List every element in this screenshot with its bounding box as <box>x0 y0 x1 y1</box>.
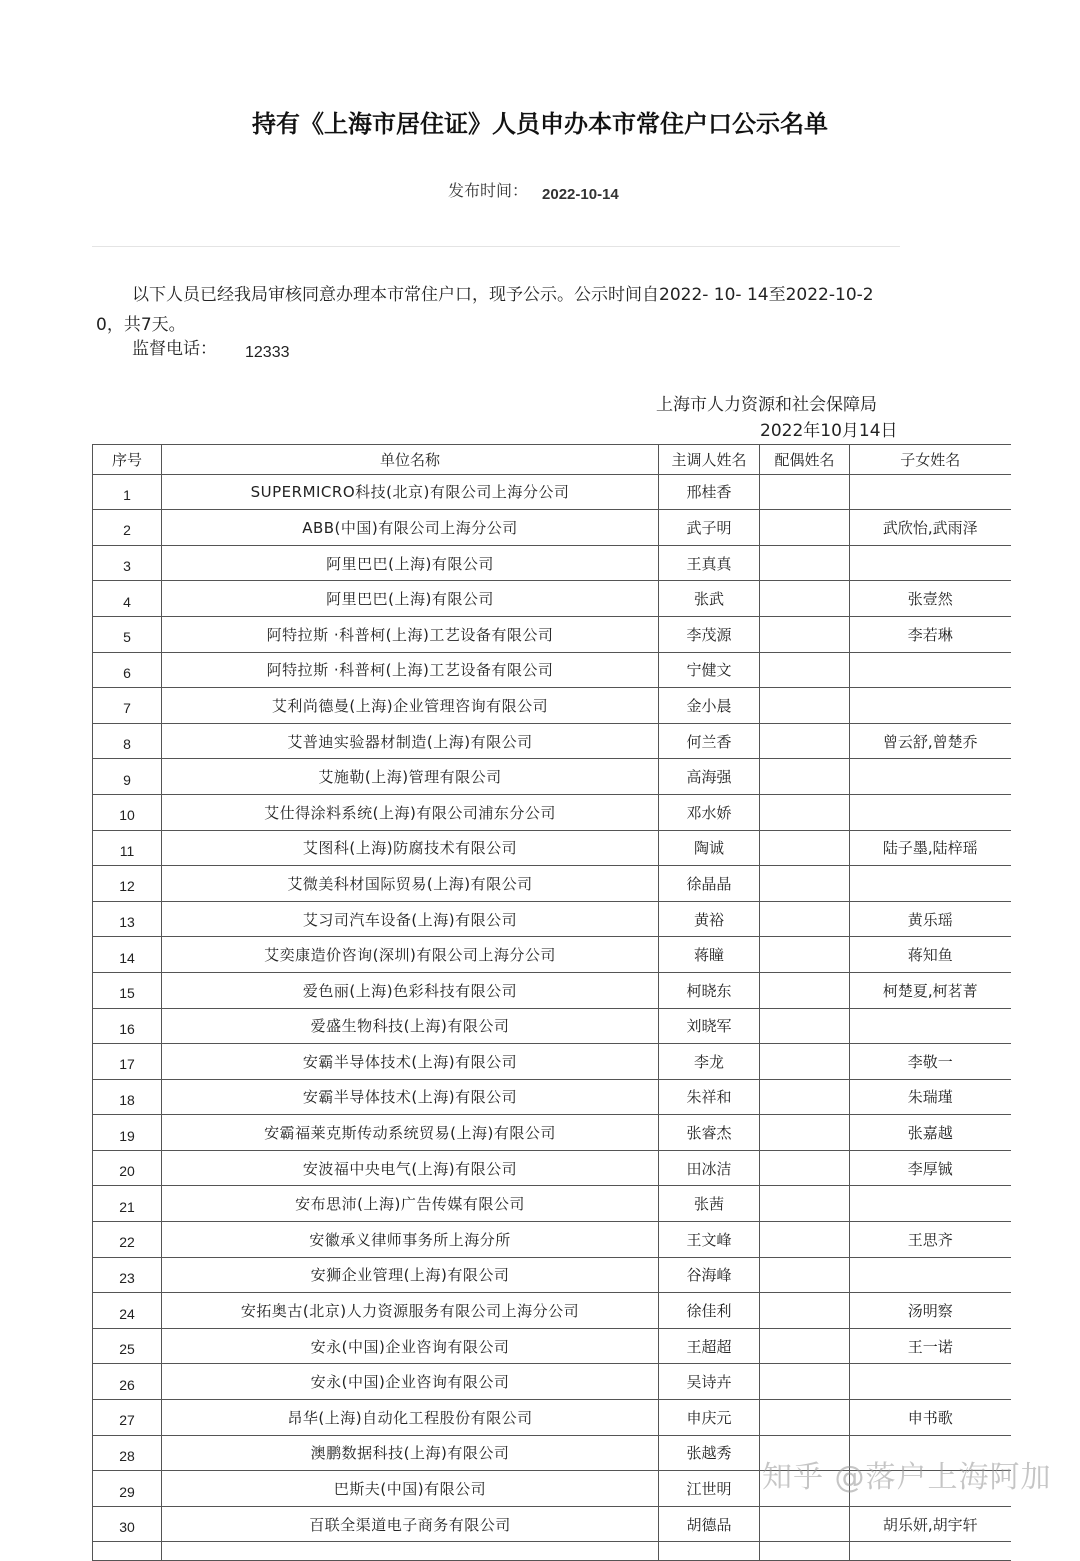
cell-no: 27 <box>93 1400 162 1436</box>
cell-no: 4 <box>93 581 162 617</box>
cell-no: 22 <box>93 1222 162 1258</box>
cell-unit: 安霸半导体技术(上海)有限公司 <box>162 1079 659 1115</box>
issue-date: 2022年10月14日 <box>760 421 898 441</box>
roster-body <box>93 474 1011 1561</box>
cell-children: 汤明察 <box>850 1293 1011 1329</box>
cell-unit: 艾施勒(上海)管理有限公司 <box>162 759 659 795</box>
cell-spouse <box>760 1222 850 1258</box>
cell-no: 6 <box>93 652 162 688</box>
cell-spouse <box>760 937 850 973</box>
cell-spouse <box>760 1186 850 1222</box>
table-row <box>93 1150 1011 1186</box>
cell-unit: SUPERMICRO科技(北京)有限公司上海分公司 <box>162 474 659 510</box>
cell-unit: 安波福中央电气(上海)有限公司 <box>162 1150 659 1186</box>
cell-applicant: 谷海峰 <box>659 1257 760 1293</box>
table-row <box>93 1506 1011 1542</box>
cell-no: 9 <box>93 759 162 795</box>
cell-children <box>850 1364 1011 1400</box>
divider <box>92 246 900 247</box>
cell-spouse <box>760 1008 850 1044</box>
cell-no: 12 <box>93 866 162 902</box>
cell-spouse <box>760 1328 850 1364</box>
cell-applicant: 武子明 <box>659 510 760 546</box>
cell-unit: 安永(中国)企业咨询有限公司 <box>162 1364 659 1400</box>
cell-unit: 艾微美科材国际贸易(上海)有限公司 <box>162 866 659 902</box>
cell-unit: 安霸福莱克斯传动系统贸易(上海)有限公司 <box>162 1115 659 1151</box>
table-row <box>93 759 1011 795</box>
cell-spouse <box>760 759 850 795</box>
cell-no: 28 <box>93 1435 162 1471</box>
cell-no: 8 <box>93 723 162 759</box>
cell-unit: 昂华(上海)自动化工程股份有限公司 <box>162 1400 659 1436</box>
empty-cell <box>93 1542 162 1561</box>
table-row <box>93 1186 1011 1222</box>
cell-children: 王思齐 <box>850 1222 1011 1258</box>
cell-children: 王一诺 <box>850 1328 1011 1364</box>
cell-applicant: 朱祥和 <box>659 1079 760 1115</box>
table-row <box>93 901 1011 937</box>
cell-applicant: 胡德品 <box>659 1506 760 1542</box>
cell-children <box>850 688 1011 724</box>
cell-applicant: 张睿杰 <box>659 1115 760 1151</box>
issuer-name: 上海市人力资源和社会保障局 <box>656 395 877 415</box>
table-row <box>93 616 1011 652</box>
cell-spouse <box>760 474 850 510</box>
cell-applicant: 张越秀 <box>659 1435 760 1471</box>
cell-applicant: 李茂源 <box>659 616 760 652</box>
table-row <box>93 1008 1011 1044</box>
header-spouse: 配偶姓名 <box>760 445 850 475</box>
cell-children <box>850 759 1011 795</box>
cell-unit: 艾习司汽车设备(上海)有限公司 <box>162 901 659 937</box>
cell-spouse <box>760 1079 850 1115</box>
cell-spouse <box>760 1506 850 1542</box>
cell-unit: 阿特拉斯 ·科普柯(上海)工艺设备有限公司 <box>162 616 659 652</box>
cell-children <box>850 1257 1011 1293</box>
page-title: 持有《上海市居住证》人员申办本市常住户口公示名单 <box>252 110 828 138</box>
cell-spouse <box>760 616 850 652</box>
cell-no: 25 <box>93 1328 162 1364</box>
cell-applicant: 宁健文 <box>659 652 760 688</box>
cell-spouse <box>760 1115 850 1151</box>
table-row <box>93 545 1011 581</box>
cell-children: 胡乐妍,胡宇轩 <box>850 1506 1011 1542</box>
cell-spouse <box>760 581 850 617</box>
table-row <box>93 688 1011 724</box>
cell-no: 30 <box>93 1506 162 1542</box>
cell-no: 10 <box>93 794 162 830</box>
cell-children: 李厚铖 <box>850 1150 1011 1186</box>
header-unit: 单位名称 <box>162 445 659 475</box>
cell-applicant: 江世明 <box>659 1471 760 1507</box>
cell-applicant: 黄裕 <box>659 901 760 937</box>
table-row <box>93 1364 1011 1400</box>
cell-children: 武欣怡,武雨泽 <box>850 510 1011 546</box>
cell-unit: 安霸半导体技术(上海)有限公司 <box>162 1044 659 1080</box>
cell-unit: 百联全渠道电子商务有限公司 <box>162 1506 659 1542</box>
table-row <box>93 1257 1011 1293</box>
cell-spouse <box>760 688 850 724</box>
table-row <box>93 652 1011 688</box>
cell-applicant: 柯晓东 <box>659 972 760 1008</box>
cell-unit: 艾图科(上海)防腐技术有限公司 <box>162 830 659 866</box>
table-row <box>93 474 1011 510</box>
cell-children: 申书歌 <box>850 1400 1011 1436</box>
empty-cell <box>162 1542 659 1561</box>
cell-no: 15 <box>93 972 162 1008</box>
table-row <box>93 794 1011 830</box>
cell-children: 曾云舒,曾楚乔 <box>850 723 1011 759</box>
header-children: 子女姓名 <box>850 445 1011 475</box>
cell-applicant: 王文峰 <box>659 1222 760 1258</box>
cell-applicant: 申庆元 <box>659 1400 760 1436</box>
table-row <box>93 1293 1011 1329</box>
watermark-text: 知乎 @落户上海阿加 <box>762 1460 1052 1495</box>
cell-children: 陆子墨,陆梓瑶 <box>850 830 1011 866</box>
cell-unit: 艾普迪实验器材制造(上海)有限公司 <box>162 723 659 759</box>
table-row <box>93 1328 1011 1364</box>
cell-spouse <box>760 652 850 688</box>
cell-unit: 艾利尚德曼(上海)企业管理咨询有限公司 <box>162 688 659 724</box>
empty-cell <box>850 1542 1011 1561</box>
table-row <box>93 510 1011 546</box>
publish-info <box>448 178 619 201</box>
cell-unit: 阿特拉斯 ·科普柯(上海)工艺设备有限公司 <box>162 652 659 688</box>
cell-unit: 艾仕得涂料系统(上海)有限公司浦东分公司 <box>162 794 659 830</box>
table-row <box>93 1044 1011 1080</box>
cell-spouse <box>760 830 850 866</box>
cell-applicant: 徐佳利 <box>659 1293 760 1329</box>
cell-applicant: 张茜 <box>659 1186 760 1222</box>
cell-no: 7 <box>93 688 162 724</box>
cell-applicant: 徐晶晶 <box>659 866 760 902</box>
cell-spouse <box>760 1150 850 1186</box>
cell-no: 23 <box>93 1257 162 1293</box>
cell-unit: 爱盛生物科技(上海)有限公司 <box>162 1008 659 1044</box>
cell-spouse <box>760 972 850 1008</box>
publish-label: 发布时间： <box>448 181 529 200</box>
cell-applicant: 李龙 <box>659 1044 760 1080</box>
cell-no: 21 <box>93 1186 162 1222</box>
table-row <box>93 1115 1011 1151</box>
cell-spouse <box>760 1044 850 1080</box>
table-row <box>93 937 1011 973</box>
phone-number: 12333 <box>245 344 290 361</box>
cell-spouse <box>760 901 850 937</box>
table-row <box>93 581 1011 617</box>
cell-applicant: 张武 <box>659 581 760 617</box>
table-row <box>93 830 1011 866</box>
cell-unit: 安永(中国)企业咨询有限公司 <box>162 1328 659 1364</box>
empty-cell <box>659 1542 760 1561</box>
cell-unit: 爱色丽(上海)色彩科技有限公司 <box>162 972 659 1008</box>
header-no: 序号 <box>93 445 162 475</box>
cell-unit: 巴斯夫(中国)有限公司 <box>162 1471 659 1507</box>
cell-children <box>850 1186 1011 1222</box>
cell-spouse <box>760 510 850 546</box>
cell-unit: 安徽承义律师事务所上海分所 <box>162 1222 659 1258</box>
cell-no: 3 <box>93 545 162 581</box>
cell-unit: 安拓奥古(北京)人力资源服务有限公司上海分公司 <box>162 1293 659 1329</box>
cell-unit: ABB(中国)有限公司上海分公司 <box>162 510 659 546</box>
cell-no: 1 <box>93 474 162 510</box>
cell-spouse <box>760 545 850 581</box>
cell-applicant: 蒋瞳 <box>659 937 760 973</box>
cell-spouse <box>760 866 850 902</box>
cell-unit: 艾奕康造价咨询(深圳)有限公司上海分公司 <box>162 937 659 973</box>
roster-table <box>92 444 1011 1561</box>
table-row <box>93 866 1011 902</box>
cell-no: 16 <box>93 1008 162 1044</box>
cell-applicant: 吴诗卉 <box>659 1364 760 1400</box>
cell-children: 张壹然 <box>850 581 1011 617</box>
cell-no: 13 <box>93 901 162 937</box>
table-header-row <box>93 445 1011 475</box>
cell-spouse <box>760 723 850 759</box>
cell-spouse <box>760 1400 850 1436</box>
cell-children <box>850 794 1011 830</box>
cell-spouse <box>760 1257 850 1293</box>
cell-applicant: 高海强 <box>659 759 760 795</box>
table-row <box>93 972 1011 1008</box>
cell-spouse <box>760 1293 850 1329</box>
cell-spouse <box>760 794 850 830</box>
cell-unit: 安狮企业管理(上海)有限公司 <box>162 1257 659 1293</box>
cell-no: 14 <box>93 937 162 973</box>
cell-no: 20 <box>93 1150 162 1186</box>
cell-applicant: 刘晓军 <box>659 1008 760 1044</box>
cell-spouse <box>760 1364 850 1400</box>
cell-children: 柯楚夏,柯茗菁 <box>850 972 1011 1008</box>
cell-children <box>850 474 1011 510</box>
phone-label: 监督电话： <box>132 339 217 359</box>
cell-applicant: 田冰洁 <box>659 1150 760 1186</box>
cell-applicant: 邓水娇 <box>659 794 760 830</box>
cell-no: 29 <box>93 1471 162 1507</box>
cell-no: 11 <box>93 830 162 866</box>
cell-children: 李敬一 <box>850 1044 1011 1080</box>
cell-children <box>850 866 1011 902</box>
cell-no: 5 <box>93 616 162 652</box>
cell-children: 蒋知鱼 <box>850 937 1011 973</box>
cell-unit: 阿里巴巴(上海)有限公司 <box>162 581 659 617</box>
cell-unit: 澳鹏数据科技(上海)有限公司 <box>162 1435 659 1471</box>
cell-applicant: 王超超 <box>659 1328 760 1364</box>
supervision-phone <box>132 334 290 359</box>
cell-children <box>850 1008 1011 1044</box>
cell-children: 张嘉越 <box>850 1115 1011 1151</box>
table-row <box>93 1400 1011 1436</box>
cell-no: 19 <box>93 1115 162 1151</box>
cell-no: 18 <box>93 1079 162 1115</box>
cell-applicant: 金小晨 <box>659 688 760 724</box>
cell-applicant: 邢桂香 <box>659 474 760 510</box>
cell-applicant: 陶诚 <box>659 830 760 866</box>
cell-children: 李若琳 <box>850 616 1011 652</box>
cell-applicant: 王真真 <box>659 545 760 581</box>
table-row <box>93 723 1011 759</box>
empty-cell <box>760 1542 850 1561</box>
cell-unit: 安布思沛(上海)广告传媒有限公司 <box>162 1186 659 1222</box>
notice-text: 以下人员已经我局审核同意办理本市常住户口，现予公示。公示时间自2022- 10- 14至2022-10-20，共7天。 <box>96 285 874 335</box>
cell-applicant: 何兰香 <box>659 723 760 759</box>
cell-children: 朱瑞瑾 <box>850 1079 1011 1115</box>
table-row-empty <box>93 1542 1011 1561</box>
table-row <box>93 1222 1011 1258</box>
cell-no: 2 <box>93 510 162 546</box>
cell-children <box>850 545 1011 581</box>
header-applicant: 主调人姓名 <box>659 445 760 475</box>
publish-date: 2022-10-14 <box>542 186 619 203</box>
cell-no: 17 <box>93 1044 162 1080</box>
table-row <box>93 1079 1011 1115</box>
cell-no: 26 <box>93 1364 162 1400</box>
cell-unit: 阿里巴巴(上海)有限公司 <box>162 545 659 581</box>
cell-children: 黄乐瑶 <box>850 901 1011 937</box>
cell-no: 24 <box>93 1293 162 1329</box>
cell-children <box>850 652 1011 688</box>
